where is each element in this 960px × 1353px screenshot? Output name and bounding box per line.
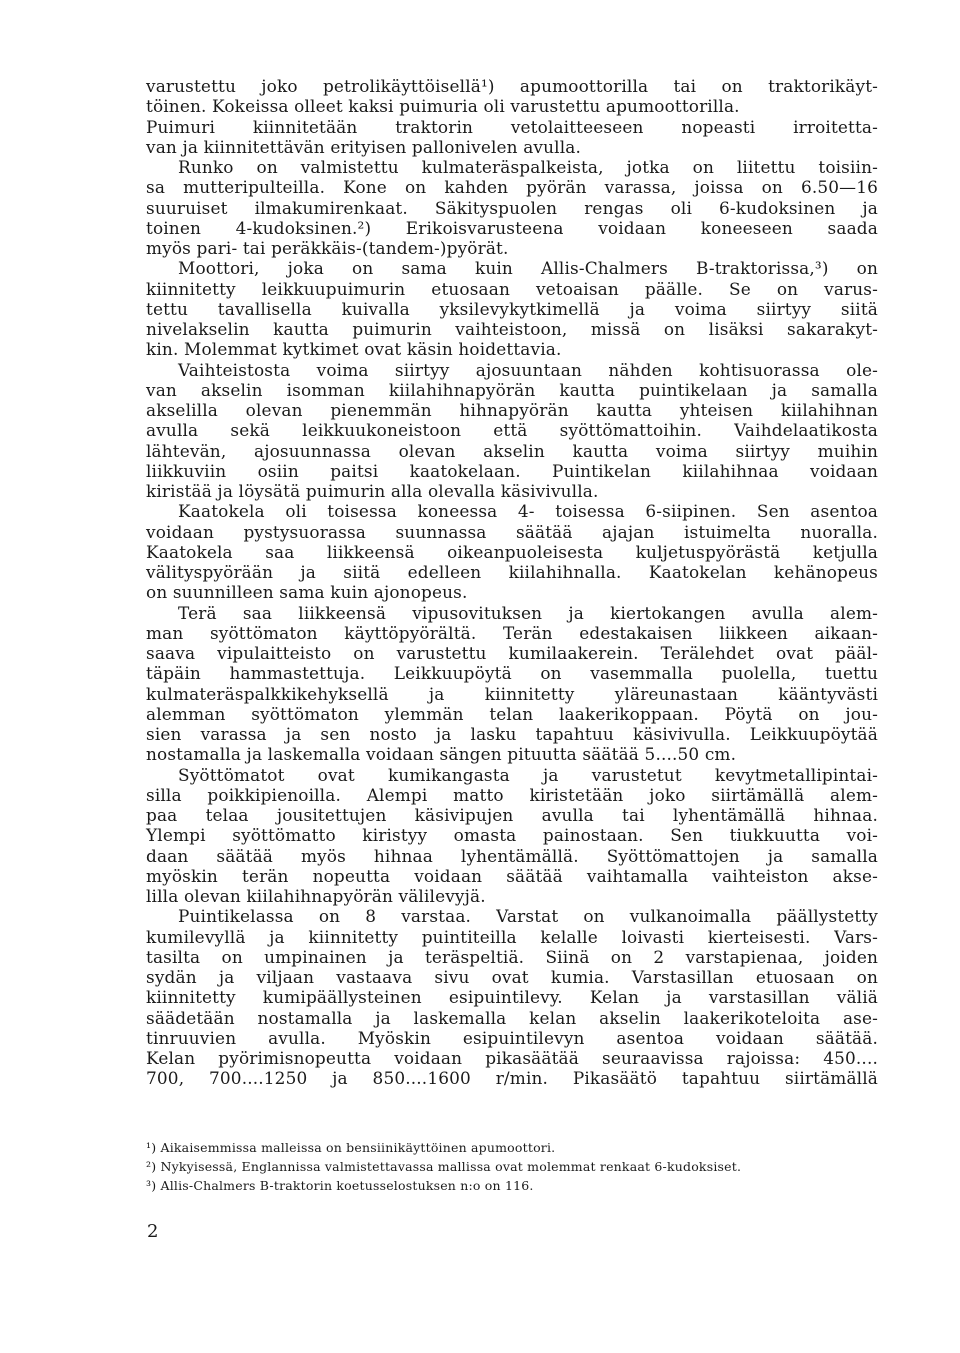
text-line: kin. Molemmat kytkimet ovat käsin hoidettavia. [146,339,562,360]
text-line: tasilta on umpinainen ja teräspeltiä. Siinä on 2 varstapienaa, joiden [146,946,878,967]
text-line: Ylempi syöttömatto kiristyy omasta painostaan. Sen tiukkuutta voi- [146,825,878,846]
text-line: sien varassa ja sen nosto ja lasku tapahtuu käsivivulla. Leikkuupöytää [146,724,878,744]
text-line: Puintikelassa on 8 varstaa. Varstat on vulkanoimalla päällystetty [178,906,878,927]
text-line: man syöttömaton käyttöpyörältä. Terän edestakaisen liikkeen aikaan- [146,622,878,643]
text-line: sa mutteripulteilla. Kone on kahden pyörän varassa, joissa on 6.50—16 [146,177,878,198]
text-line: lilla olevan kiilahihnapyörän välilevyjä. [146,886,486,906]
footnote: ³) Allis-Chalmers B-traktorin koetusselostuksen n:o on 116. [146,1178,534,1193]
text-line: paa telaa jousitettujen käsivipujen avulla tai lyhentämällä hihnaa. [146,805,878,825]
text-line: töinen. Kokeissa olleet kaksi puimuria oli varustettu apumoottorilla. [146,96,740,117]
text-line: säädetään nostamalla ja laskemalla kelan akselin laakerikoteloita ase- [146,1007,878,1028]
footnote: ¹) Aikaisemmissa malleissa on bensiinikäyttöinen apumoottori. [146,1140,556,1155]
text-line: van ja kiinnitettävän erityisen pallonivelen avulla. [146,136,581,157]
text-line: Kaatokela oli toisessa koneessa 4- toisessa 6-siipinen. Sen asentoa [178,501,878,522]
text-line: kumilevyllä ja kiinnitetty puintiteilla kelalle loivasti kierteisesti. Vars- [146,926,878,947]
text-line: liikkuviin osiin paitsi kaatokelaan. Puintikelan kiilahihnaa voidaan [146,460,878,481]
text-line: daan säätää myös hihnaa lyhentämällä. Syöttömattojen ja samalla [146,845,878,866]
text-line: silla poikkipienoilla. Alempi matto kiristetään joko siirtämällä alem- [146,784,878,805]
text-line: välityspyörään ja siitä edelleen kiilahihnalla. Kaatokelan kehänopeus [146,562,878,582]
text-line: kiristää ja löysätä puimurin alla olevalla käsivivulla. [146,481,599,501]
body-text [146,76,878,1089]
text-line: Kelan pyörimisnopeutta voidaan pikasäätää seuraavissa rajoissa: 450.... [146,1048,878,1068]
page-number: 2 [147,1221,159,1242]
text-line: nivelakselin kautta puimurin vaihteistoon, missä on lisäksi sakarakyt- [146,319,878,339]
footnote: ²) Nykyisessä, Englannissa valmistettavassa mallissa ovat molemmat renkaat 6-kudoksiset. [146,1159,742,1174]
text-line: kiinnitetty kumipäällysteinen esipuintilevy. Kelan ja varstasillan väliä [146,987,878,1008]
text-line: Moottori, joka on sama kuin Allis-Chalmers B-traktorissa,³) on [178,258,878,279]
text-line: täpäin hammastettuja. Leikkuupöytä on vasemmalla puolella, tuettu [146,663,878,684]
text-line: varustettu joko petrolikäyttöisellä¹) apumoottorilla tai on traktorikäyt- [146,76,878,96]
text-line: voidaan pystysuorassa suunnassa säätää ajajan istuimelta nuoralla. [146,521,878,542]
text-line: toinen 4-kudoksinen.²) Erikoisvarusteena voidaan koneeseen saada [146,217,878,238]
text-line: 700, 700....1250 ja 850....1600 r/min. Pikasäätö tapahtuu siirtämällä [146,1068,878,1089]
text-line: Kaatokela saa liikkeensä oikeanpuoleisesta kuljetuspyörästä ketjulla [146,541,878,562]
text-line: kiinnitetty leikkuupuimurin etuosaan vetoaisan päälle. Se on varus- [146,278,878,299]
text-line: saava vipulaitteisto on varustettu kumilaakerein. Terälehdet ovat pääl- [146,643,878,663]
text-line: akselilla olevan pienemmän hihnapyörän kautta yhteisen kiilahihnan [146,400,878,420]
text-line: alemman syöttömaton ylemmän telan laakerikoppaan. Pöytä on jou- [146,703,878,724]
text-line: avulla sekä leikkuukoneistoon että syöttömattoihin. Vaihdelaatikosta [146,420,878,441]
text-line: Puimuri kiinnitetään traktorin vetolaitteeseen nopeasti irroitetta- [146,116,878,137]
text-line: on suunnilleen sama kuin ajonopeus. [146,582,468,603]
text-line: tettu tavallisella kuivalla yksilevykytkimellä ja voima siirtyy siitä [146,298,878,319]
text-line: myös pari- tai peräkkäis-(tandem-)pyörät. [146,238,509,258]
footnotes [146,1138,886,1195]
text-line: lähtevän, ajosuunnassa olevan akselin kautta voima siirtyy muihin [146,440,878,461]
text-line: Syöttömatot ovat kumikangasta ja varustetut kevytmetallipintai- [178,764,878,785]
text-line: tinruuvien avulla. Myöskin esipuintilevyn asentoa voidaan säätää. [146,1027,878,1048]
text-line: myöskin terän nopeutta voidaan säätää vaihtamalla vaihteiston akse- [146,865,878,886]
text-line: nostamalla ja laskemalla voidaan sängen pituutta säätää 5....50 cm. [146,744,737,765]
text-line: sydän ja viljaan vastaava sivu ovat kumia. Varstasillan etuosaan on [146,967,878,987]
text-line: Terä saa liikkeensä vipusovituksen ja kiertokangen avulla alem- [178,602,878,623]
text-line: kulmateräspalkkikehyksellä ja kiinnitetty yläreunastaan kääntyvästi [146,683,878,704]
text-line: Vaihteistosta voima siirtyy ajosuuntaan nähden kohtisuorassa ole- [178,359,878,380]
text-line: Runko on valmistettu kulmateräspalkeista, jotka on liitettu toisiin- [178,157,878,177]
text-line: van akselin isomman kiilahihnapyörän kautta puintikelaan ja samalla [146,379,878,400]
text-line: suuruiset ilmakumirenkaat. Säkityspuolen rengas oli 6-kudoksinen ja [146,197,878,218]
